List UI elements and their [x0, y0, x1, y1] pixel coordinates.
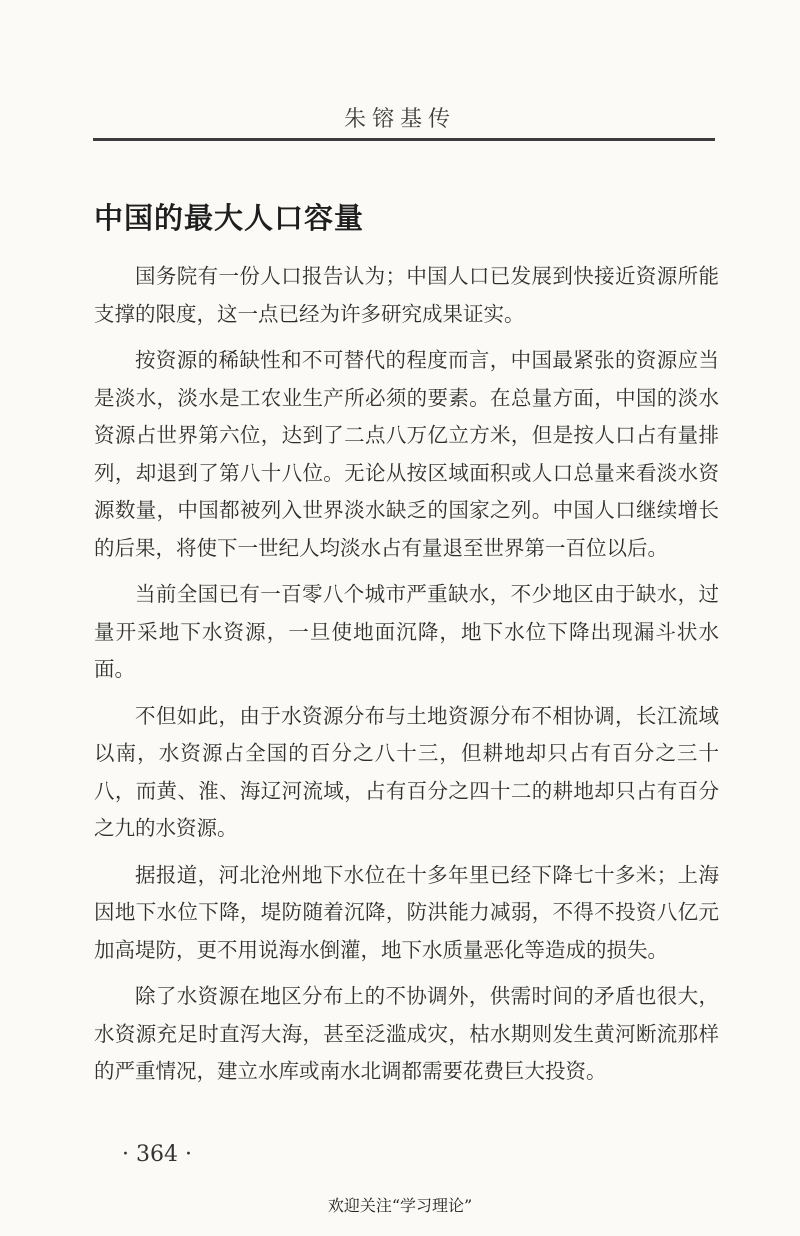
paragraph: 国务院有一份人口报告认为；中国人口已发展到快接近资源所能支撑的限度，这一点已经为许多研究成果证实。	[94, 264, 719, 326]
paragraph: 据报道，河北沧州地下水位在十多年里已经下降七十多米；上海因地下水位下降，堤防随着沉降，防洪能力减弱，不得不投资八亿元加高堤防，更不用说海水倒灌，地下水质量恶化等造成的损失。	[94, 862, 719, 962]
chapter-title: 中国的最大人口容量	[94, 201, 365, 235]
header-rule	[93, 138, 715, 141]
page-number: · 364 ·	[122, 1142, 192, 1167]
footer-note: 欢迎关注“学习理论”	[327, 1196, 473, 1215]
body-text	[94, 258, 719, 1100]
paragraph: 按资源的稀缺性和不可替代的程度而言，中国最紧张的资源应当是淡水，淡水是工农业生产所必须的要素。在总量方面，中国的淡水资源占世界第六位，达到了二点八万亿立方米，但是按人口占有量排列，却退到了第八十八位。无论从按区域面积或人口总量来看淡水资源数量，中国都被列入世界淡水缺乏的国家之列。中国人口继续增长的后果，将使下一世纪人均淡水占有量退至世界第一百位以后。	[94, 348, 719, 560]
paragraph: 当前全国已有一百零八个城市严重缺水，不少地区由于缺水，过量开采地下水资源，一旦使地面沉降，地下水位下降出现漏斗状水面。	[94, 582, 719, 681]
paragraph: 不但如此，由于水资源分布与土地资源分布不相协调，长江流域以南，水资源占全国的百分之八十三，但耕地却只占有百分之三十八，而黄、淮、海辽河流域，占有百分之四十二的耕地却只占有百分之九的水资源。	[94, 703, 719, 840]
running-header: 朱镕基传	[343, 107, 456, 132]
paragraph: 除了水资源在地区分布上的不协调外，供需时间的矛盾也很大，水资源充足时直泻大海，甚至泛滥成灾，枯水期则发生黄河断流那样的严重情况，建立水库或南水北调都需要花费巨大投资。	[94, 984, 719, 1083]
